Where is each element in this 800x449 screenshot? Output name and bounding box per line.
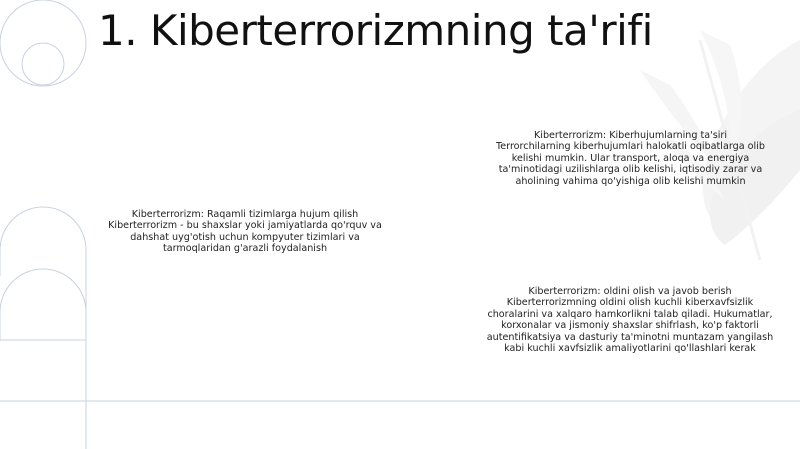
text-block-impact (488, 130, 773, 187)
block-heading: Kiberterrorizm: oldini olish va javob berish (528, 286, 732, 297)
block-heading: Kiberterrorizm: Raqamli tizimlarga hujum qilish (131, 209, 359, 220)
text-block-definition (100, 209, 390, 255)
block-heading: Kiberterrorizm: Kiberhujumlarning ta'siri (533, 130, 728, 141)
block-body: Kiberterrorizm - bu shaxslar yoki jamiyatlarda qo'rquv va dahshat uyg'otish uchun kompyuter tizimlari va tarmoqlaridan g'arazli foydalanish (108, 220, 382, 255)
text-block-prevention (484, 286, 776, 354)
block-body: Terrorchilarning kiberhujumlari halokatli oqibatlarga olib kelishi mumkin. Ular transport, aloqa va energiya ta'minotidagi uzilishlarga olib kelishi, iqtisodiy zarar va aholining vahima qo'yishiga olib kelishi mumkin (496, 141, 765, 187)
slide-title: 1. Kiberterrorizmning ta'rifi (98, 6, 653, 55)
block-body: Kiberterrorizmning oldini olish kuchli kiberxavfsizlik choralarini va xalqaro hamkorlikni talab qiladi. Hukumatlar, korxonalar va jismoniy shaxslar shifrlash, ko'p faktorli autentifikatsiya va dasturiy ta'minotni muntazam yangilash kabi kuchli xavfsizlik amaliyotlarini qo'llashlari kerak (486, 297, 774, 355)
